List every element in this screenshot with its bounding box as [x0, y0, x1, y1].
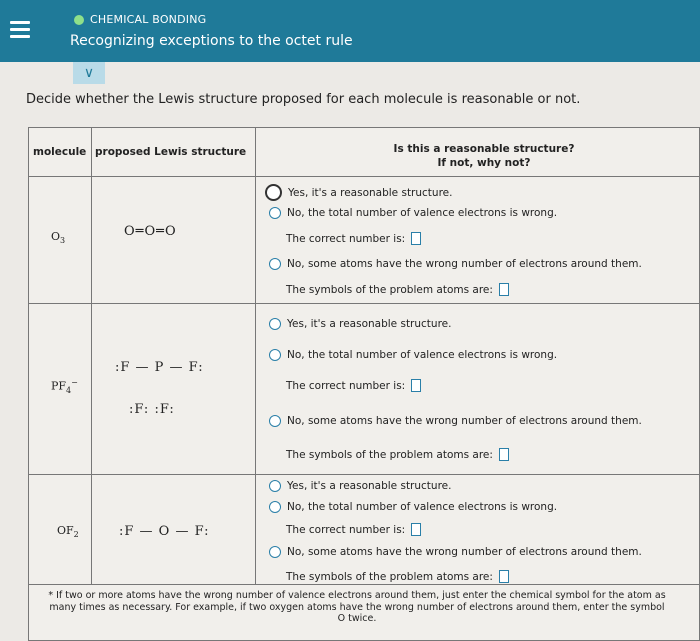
molecule-pf4: $PF_4^-$	[51, 378, 78, 395]
chevron-down-icon[interactable]: ∨	[73, 62, 105, 84]
radio-button-icon[interactable]	[269, 546, 281, 558]
row-divider	[29, 303, 699, 304]
radio-button-icon[interactable]	[265, 184, 282, 201]
header-bar	[0, 0, 700, 62]
radio-yes-pf4[interactable]: Yes, it's a reasonable structure.	[269, 318, 451, 330]
radio-button-icon[interactable]	[269, 349, 281, 361]
radio-yes-o3[interactable]: Yes, it's a reasonable structure.	[265, 184, 452, 201]
page-title: Recognizing exceptions to the octet rule	[70, 33, 353, 49]
hamburger-menu-icon[interactable]	[10, 21, 30, 37]
header-molecule: molecule	[33, 146, 87, 158]
radio-button-icon[interactable]	[269, 501, 281, 513]
row-divider	[29, 584, 699, 585]
radio-button-icon[interactable]	[269, 258, 281, 270]
radio-valence-pf4[interactable]: No, the total number of valence electrons is wrong.	[269, 349, 557, 361]
problem-atoms-input[interactable]	[499, 283, 509, 296]
correct-number-of2: The correct number is:	[286, 523, 421, 536]
correct-number-pf4: The correct number is:	[286, 379, 421, 392]
table-header	[29, 128, 699, 177]
instruction-text: Decide whether the Lewis structure proposed for each molecule is reasonable or not.	[26, 92, 581, 107]
row-divider	[29, 474, 699, 475]
lewis-structure-pf4: :F — P — F:	[115, 360, 204, 375]
header-question: Is this a reasonable structure? If not, why not?	[393, 143, 575, 169]
problem-atoms-input[interactable]	[499, 570, 509, 583]
header-lewis: proposed Lewis structure	[95, 146, 247, 158]
problem-atoms-of2: The symbols of the problem atoms are:	[286, 570, 509, 583]
correct-number-input[interactable]	[411, 523, 421, 536]
radio-valence-of2[interactable]: No, the total number of valence electrons is wrong.	[269, 501, 557, 513]
lewis-structure-of2: :F — O — F:	[119, 524, 210, 539]
lewis-structure-pf4-bottom: :F: :F:	[129, 402, 175, 417]
correct-number-input[interactable]	[411, 379, 421, 392]
footnote: * If two or more atoms have the wrong number of valence electrons around them, just enter the chemical symbol for the atom as many times as necessary. For example, if two oxygen atoms have the wrong number of electrons around them, enter the symbol O twice.	[48, 590, 666, 624]
radio-atoms-o3[interactable]: No, some atoms have the wrong number of electrons around them.	[269, 258, 642, 270]
problem-atoms-o3: The symbols of the problem atoms are:	[286, 283, 509, 296]
question-table	[28, 127, 700, 641]
correct-number-o3: The correct number is:	[286, 232, 421, 245]
topic-label: CHEMICAL BONDING	[74, 13, 206, 26]
status-dot-icon	[74, 15, 84, 25]
molecule-o3: $O_3$	[51, 230, 66, 246]
radio-button-icon[interactable]	[269, 480, 281, 492]
radio-button-icon[interactable]	[269, 207, 281, 219]
radio-yes-of2[interactable]: Yes, it's a reasonable structure.	[269, 480, 451, 492]
radio-atoms-of2[interactable]: No, some atoms have the wrong number of electrons around them.	[269, 546, 642, 558]
problem-atoms-input[interactable]	[499, 448, 509, 461]
column-divider	[91, 128, 92, 584]
radio-button-icon[interactable]	[269, 318, 281, 330]
molecule-of2: $OF_2$	[57, 524, 79, 540]
radio-atoms-pf4[interactable]: No, some atoms have the wrong number of electrons around them.	[269, 415, 642, 427]
problem-atoms-pf4: The symbols of the problem atoms are:	[286, 448, 509, 461]
correct-number-input[interactable]	[411, 232, 421, 245]
radio-button-icon[interactable]	[269, 415, 281, 427]
radio-valence-o3[interactable]: No, the total number of valence electrons is wrong.	[269, 207, 557, 219]
column-divider	[255, 128, 256, 584]
lewis-structure-o3: O═O═O	[124, 224, 177, 239]
